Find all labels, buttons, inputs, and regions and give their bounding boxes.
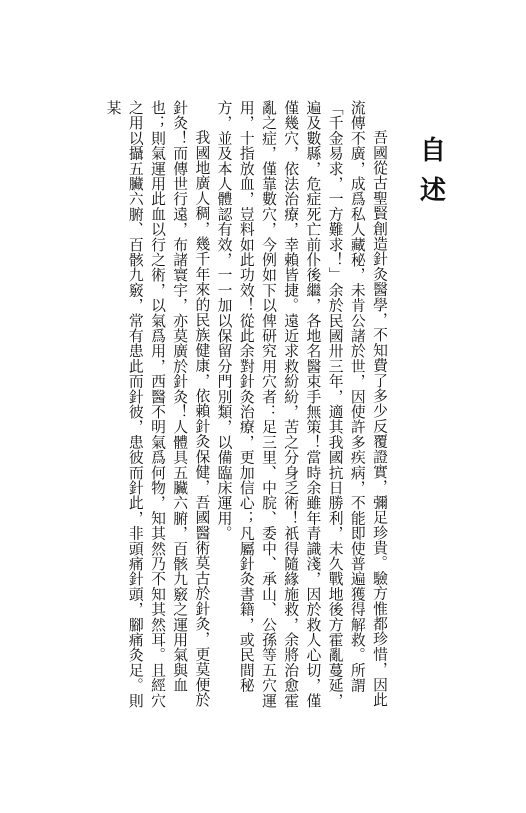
page-title-char-1: 自 (419, 136, 446, 166)
paragraph (212, 100, 390, 720)
paragraph (101, 100, 212, 720)
vertical-body-text (84, 100, 390, 720)
page-title (418, 138, 448, 204)
paragraph-text: 吾國從古聖賢創造針灸醫學，不知費了多少反覆證實，彌足珍貴。驗方惟都珍惜，因此流傳不廣，成爲私人藏秘，未肯公諸於世，因使許多疾病，不能即使普遍獲得解救。所謂「千金易求，一方難求！」余於民國卅三年，適其我國抗日勝利，未久戰地後方霍亂蔓延，遍及數縣，危症死亡前仆後繼，各地名醫束手無策！當時余雖年青識淺，因於救人心切，僅僅幾穴，依法治療，幸賴皆捷。遠近求救紛紛，苦之分身乏術！祇得隨緣施救，余將治愈霍亂之症，僅靠數穴，今例如下以俾研究用穴者：足三里、中脘、委中、承山、公孫等五穴運用，十指放血，豈料如此功效！從此余對針灸治療，更加信心；凡屬針灸書籍，或民間秘方，並及本人體認有效，一一加以保留分門別類，以備臨床運用。 (215, 100, 388, 708)
page-title-char-2: 述 (419, 176, 446, 206)
paragraph-text: 我國地廣人稠，幾千年來的民族健康，依賴針灸保健，吾國醫術莫古於針灸，更莫便於針灸！而傳世行遠，布諸寰宇，亦莫廣於針灸！人體具五臟六腑，百骸九竅之運用氣與血也；則氣運用此血以行之術，以氣爲用，西醫不明氣爲何物，知其然乃不知其然耳。且經穴之用以攝五臟六腑、百骸九竅，常有患此而針彼，患彼而針此，非頭痛針頭，腳痛灸足。則某 (104, 100, 211, 708)
